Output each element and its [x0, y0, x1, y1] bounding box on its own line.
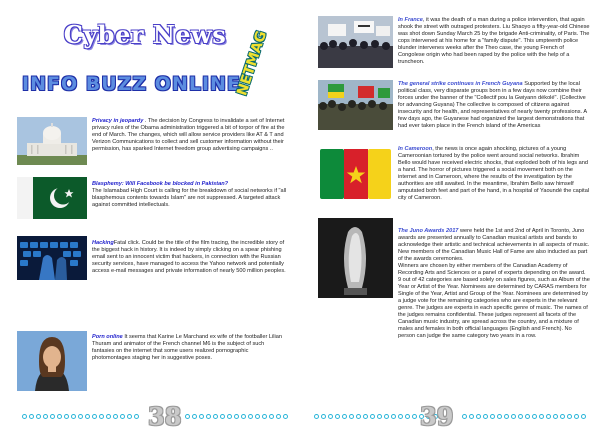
article-body: were held the 1st and 2nd of April in Toronto, Juno awards are presented annually to Canadian musical artists and bands to acknowledge their artistic and technical achievements in all aspects of music. New members of the Canadian Music Hall of Fame are also inducted as part of the awards ceremonies. Winners are chosen by either members of the Canadian Academy of Recording Arts and Sciences or a panel of experts depending on the award. 9 out of 42 categories are based solely on sales figures, such as Album of the Year or Artist of the Year. Nominees are determined by CARAS members for Single of the Year, Artist and Group of the Year. Nominees are determined by a judge vote for the remaining categories who are experts in the relevant genre. The judges are experts in each specific genre of music. The names of the judges remains confidential. These judges represent all facets of the Canadian music industry, are spread across the country, and a mixture of males and females in both official languages (English and French). No person can judge the same category two years in a row. — [398, 228, 590, 339]
article-kicker: The Juno Awards 2017 — [398, 228, 459, 234]
article-juno — [398, 221, 590, 340]
article-kicker: In France — [398, 17, 423, 23]
article-france — [398, 17, 590, 66]
article-kicker: Privacy in jeopardy — [92, 118, 145, 124]
article-guyana — [398, 81, 590, 130]
netmag-tag: NETMAG — [234, 28, 271, 98]
page-number: 39 — [420, 402, 454, 431]
juno-trophy-photo — [318, 218, 393, 298]
article-kicker: Blasphemy: Will Facebook be blocked in Pakistan? — [92, 181, 229, 187]
portrait-photo — [17, 331, 87, 391]
article-hacking — [92, 240, 288, 275]
article-body: It seems that Karine Le Marchand ex wife of the footballer Lilian Thuram and animator of the French channel M6 is the subject of such fantasies on the internet that some users realized pornographic photomontages staging her in suggestive poses. — [92, 334, 282, 361]
pakistan-flag-photo — [17, 177, 87, 219]
page-dots-left-b — [185, 414, 288, 420]
article-body: Fatal click. Could be the title of the film tracing, the incredible story of the biggest hack in history. It is indeed by simply clicking on a spear phishing email sent to an innocent victim that hackers, in connection with the Russian security services, have managed to access the Yahoo network and potentially access e-mail messages and private information of nearly 500 million peoples. — [92, 240, 286, 274]
article-kicker: The general strike continues in French Guyana — [398, 81, 523, 87]
article-porn-online — [92, 334, 288, 362]
hacking-keyboard-photo — [17, 236, 87, 280]
right-page — [300, 0, 600, 431]
article-body: , it was the death of a man during a police intervention, that again shook the street with outraged protesters. Liu Shaoyo a fifty-year-old Chinese was shot down Sunday March 25 by the brigade Anti-criminality, of Paris. The cops intervened at his home for a "family dispute". This umpteenth police blunder intervenes weeks after the Theo case, the young French of Congolese origin who had been raped by the police with the help of a truncheon. — [398, 17, 590, 65]
article-body: . The decision by Congress to invalidate a set of Internet privacy rules of the Obama administration triggered a bit of torpor of fire at the end of March. The changes, which will allow service providers like AT & T and Verizon Communications to collect and sell customer information without their permission, has sparked Internet freedom group advertising campaigns .. — [92, 118, 285, 152]
cameroon-flag-photo — [318, 146, 393, 202]
protest-crowd-photo — [318, 16, 393, 68]
article-body: Supported by the local political class, very disparate groups born in a few days now combine their forces under the banner of the "Collectif pou la Gwiyann dékolé". (Collective for advancing Guyana) The collective is composed of citizens against insecurity and for health, and representatives of nearly twenty professions. A few days ago, the Guyanese had organized the largest demonstrations that had ever taken place in the French island of the Americas — [398, 81, 587, 129]
page-dots-right-b — [462, 414, 586, 420]
article-kicker: In Cameroon — [398, 146, 433, 152]
article-kicker: Porn online — [92, 334, 125, 340]
article-body: , the news is once again shocking, pictures of a young Cameroonian tortured by the police went around social networks. Ibrahim Bello would have received electric shocks, that exploded both of his legs and a hand. The horror of pictures triggered a social movement both on the internet and in Cameroon, where the results of the investigation by the authorities are still awaited. In the meantime, Ibrahim Bello saw himself amputated both feet and part of the hand, in a hospital of Yaoundé the capital city of Cameroon. — [398, 146, 590, 201]
info-buzz-banner: INFO BUZZ ONLINE — [22, 73, 241, 95]
capitol-photo — [17, 117, 87, 165]
strike-crowd-photo — [318, 80, 393, 130]
article-blasphemy — [92, 181, 288, 209]
page-dots-left-a — [22, 414, 139, 420]
page-number: 38 — [148, 402, 182, 431]
article-privacy — [92, 118, 288, 153]
article-cameroon — [398, 146, 590, 202]
article-body: The Islamabad High Court is calling for the breakdown of social networks if "all blasphemous contents towards Islam" are not suppressed. A targeted attack against committed intellectuals. — [92, 188, 287, 208]
article-kicker: Hacking — [92, 240, 114, 246]
magazine-title: Cyber News — [63, 20, 227, 49]
